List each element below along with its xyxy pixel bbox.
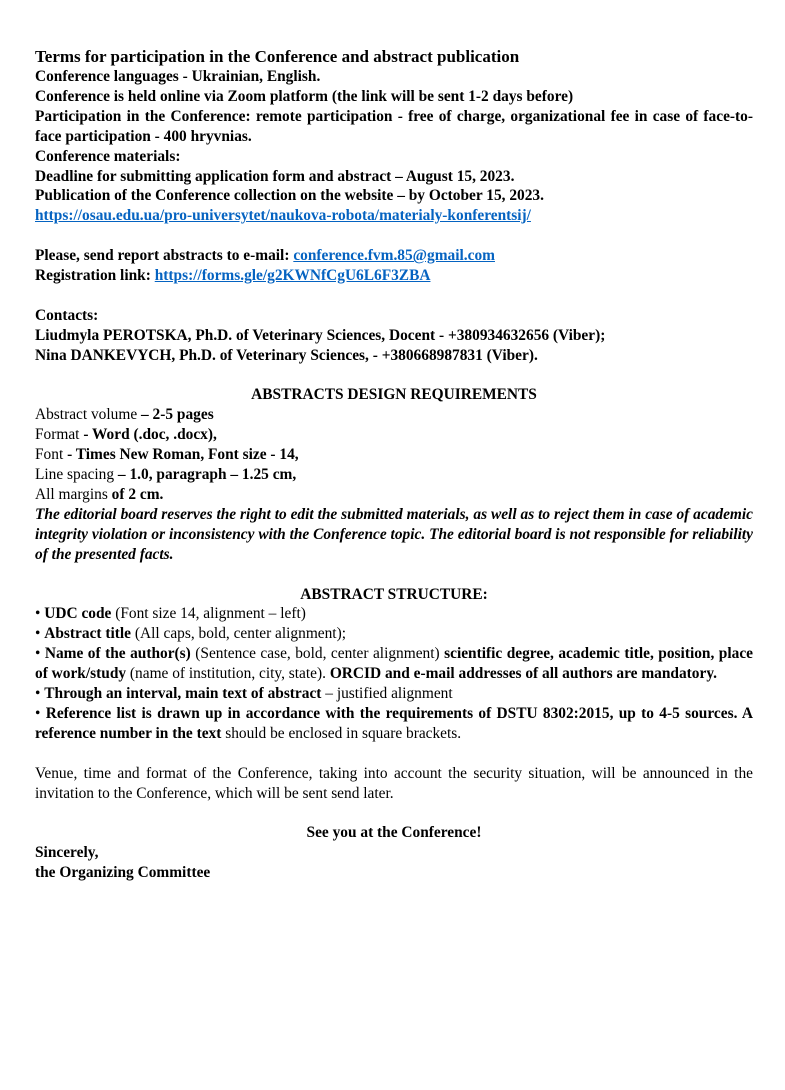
abstract-structure-heading: ABSTRACT STRUCTURE: — [300, 585, 488, 603]
structure-item-text: – justified alignment — [321, 685, 453, 703]
structure-item-text: (Font size 14, alignment – left) — [111, 605, 306, 623]
structure-item — [35, 604, 753, 624]
signature: the Organizing Committee — [35, 864, 211, 882]
online-info: Conference is held online via Zoom platform (the link will be sent 1-2 days before) — [35, 87, 574, 105]
venue-note: Venue, time and format of the Conference, taking into account the security situation, will be announced in the invitation to the Conference, which will be sent send later. — [35, 764, 753, 802]
participation-info: Participation in the Conference: remote participation - free of charge, organizational fee in case of face-to-face participation - 400 hryvnias. — [35, 107, 753, 145]
editorial-note: The editorial board reserves the right to edit the submitted materials, as well as to reject them in case of academic integrity violation or inconsistency with the Conference topic. The editorial board is not responsible for reliability of the presented facts. — [35, 505, 753, 563]
structure-item-text: Through an interval, main text of abstract — [44, 685, 322, 703]
requirement-value: – 2-5 pages — [141, 406, 214, 424]
structure-item — [35, 704, 753, 744]
terms-title: Terms for participation in the Conference and abstract publication — [35, 47, 520, 66]
bullet-icon: • — [35, 625, 45, 643]
design-requirements-heading: ABSTRACTS DESIGN REQUIREMENTS — [251, 386, 537, 404]
structure-item — [35, 624, 753, 644]
deadline-info: Deadline for submitting application form and abstract – August 15, 2023. — [35, 167, 515, 185]
materials-heading: Conference materials: — [35, 147, 181, 165]
requirement-label: Font — [35, 446, 68, 464]
document-page — [35, 47, 753, 883]
website-link[interactable]: https://osau.edu.ua/pro-universytet/naukova-robota/materialy-konferentsij/ — [35, 207, 531, 225]
closing-greeting: See you at the Conference! — [306, 824, 482, 842]
structure-item-text: UDC code — [44, 605, 112, 623]
structure-item-text: Abstract title — [44, 625, 132, 643]
requirement-value: of 2 cm. — [111, 485, 164, 503]
structure-item-text: should be enclosed in square brackets. — [221, 724, 462, 742]
requirement-label: Abstract volume — [35, 406, 141, 424]
requirement-label: All margins — [35, 485, 112, 503]
registration-label: Registration link: — [35, 267, 155, 285]
requirement-label: Line spacing — [35, 466, 118, 484]
contacts-heading: Contacts: — [35, 306, 99, 324]
structure-item-text: (name of institution, city, state). — [126, 665, 330, 683]
structure-item-text: Name of the author(s) — [44, 645, 191, 663]
email-line — [35, 246, 753, 266]
structure-item-text: (Sentence case, bold, center alignment) — [190, 645, 445, 663]
structure-item-text: Reference list is drawn up in accordance with the requirements of DSTU 8302:2015, up to 4-5 sources. A reference number in the text — [35, 704, 753, 742]
requirement-value: – 1.0, paragraph – 1.25 cm, — [117, 466, 297, 484]
bullet-icon: • — [35, 605, 45, 623]
structure-list — [35, 604, 753, 743]
requirement-item — [35, 405, 753, 425]
structure-item — [35, 684, 753, 704]
registration-line — [35, 266, 753, 286]
sincerely: Sincerely, — [35, 844, 99, 862]
requirement-item — [35, 445, 753, 465]
requirement-label: Format — [35, 426, 84, 444]
requirement-value: - Word (.doc, .docx), — [83, 426, 217, 444]
conference-languages: Conference languages - Ukrainian, English. — [35, 68, 321, 85]
structure-item-text: ORCID and e-mail addresses of all authors are mandatory. — [329, 665, 718, 683]
contact-person: Liudmyla PEROTSKA, Ph.D. of Veterinary Sciences, Docent - +380934632656 (Viber); — [35, 326, 606, 344]
contact-person: Nina DANKEVYCH, Ph.D. of Veterinary Sciences, - +380668987831 (Viber). — [35, 346, 538, 364]
requirement-item — [35, 425, 753, 445]
email-link[interactable]: conference.fvm.85@gmail.com — [293, 247, 495, 265]
bullet-icon: • — [35, 645, 45, 663]
structure-item — [35, 644, 753, 684]
publication-info: Publication of the Conference collection on the website – by October 15, 2023. — [35, 187, 544, 205]
registration-link[interactable]: https://forms.gle/g2KWNfCgU6L6F3ZBA — [154, 267, 431, 285]
structure-item-text: (All caps, bold, center alignment); — [131, 625, 346, 643]
email-label: Please, send report abstracts to e-mail: — [35, 247, 294, 265]
requirement-item — [35, 485, 753, 505]
requirement-item — [35, 465, 753, 485]
requirement-value: - Times New Roman, Font size - 14, — [67, 446, 299, 464]
bullet-icon: • — [35, 685, 45, 703]
bullet-icon: • — [35, 704, 46, 722]
structure-item-text: scientific degree, academic title, position, place of work/study — [35, 645, 753, 683]
